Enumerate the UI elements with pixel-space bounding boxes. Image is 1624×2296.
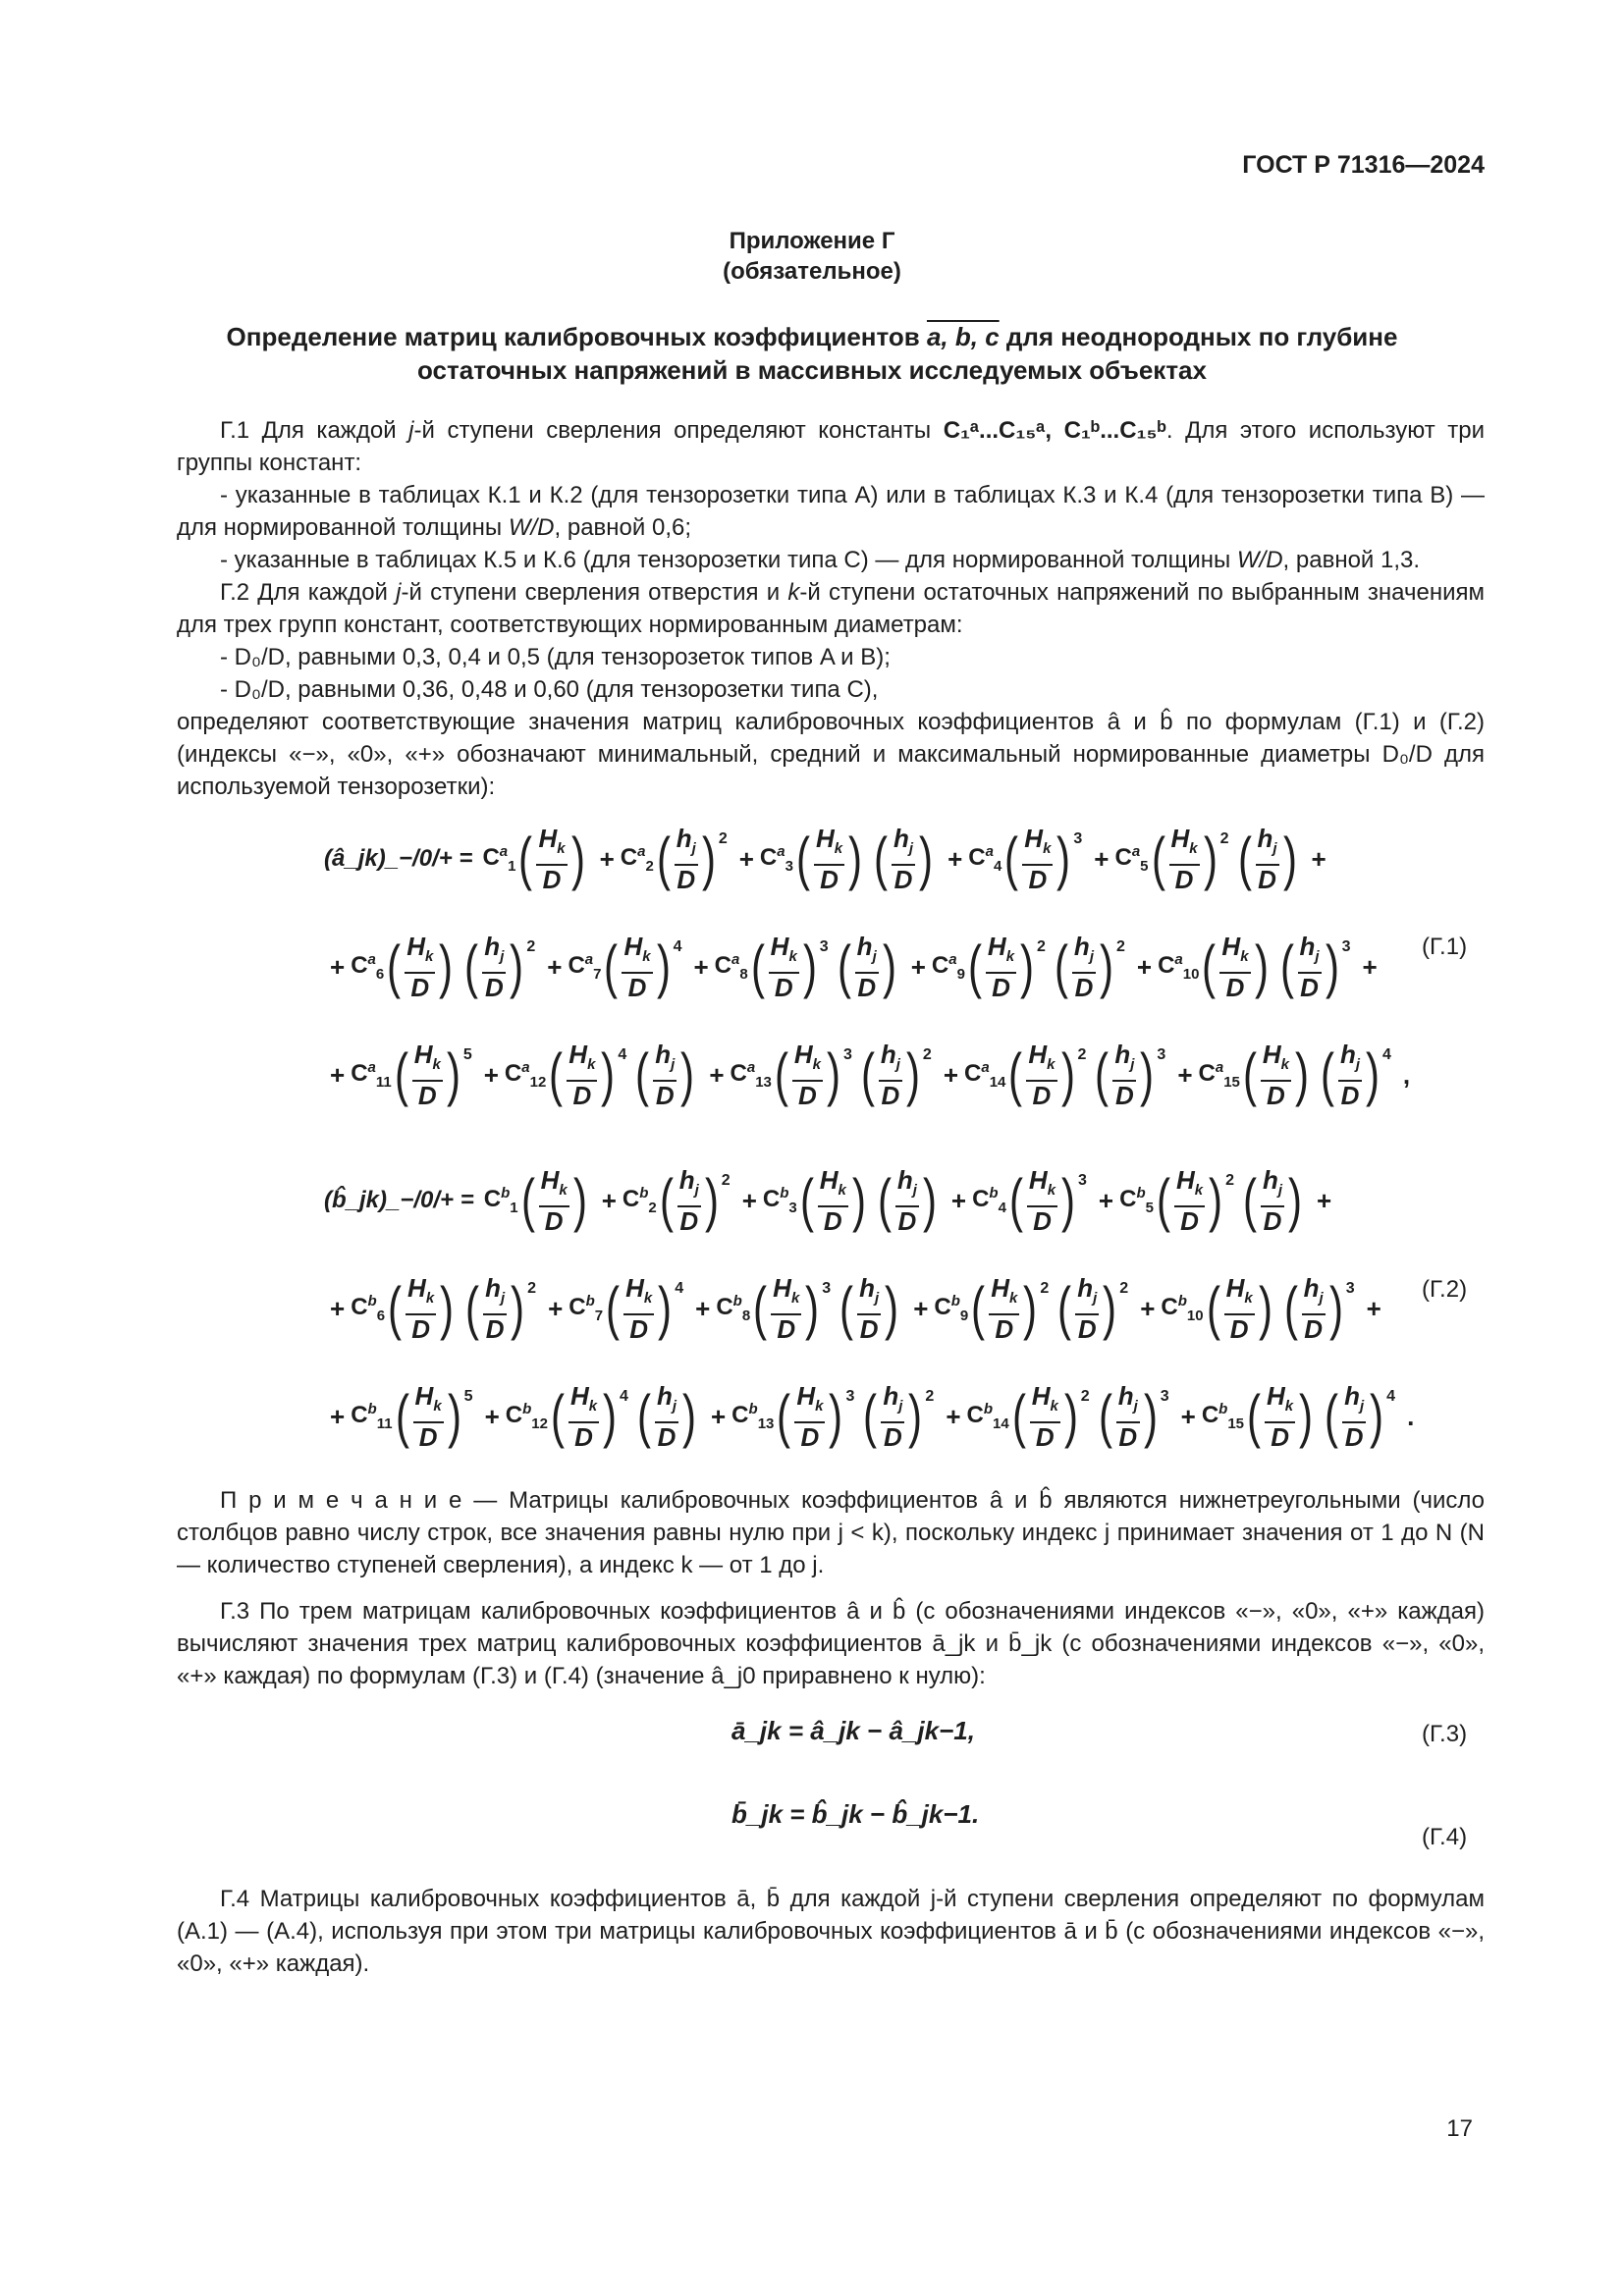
constant-c7: $C^a_7$ bbox=[568, 951, 602, 983]
g1-constants: C₁ᵃ...C₁₅ᵃ, C₁ᵇ...C₁₅ᵇ bbox=[943, 417, 1166, 444]
constant-c5: $C^b_5$ bbox=[1119, 1185, 1154, 1216]
fraction-hk: $H_k$ D bbox=[773, 1273, 800, 1344]
fraction-hk: $H_k$ D bbox=[1031, 1381, 1058, 1452]
fraction-hk: $H_k$ D bbox=[1024, 824, 1052, 894]
appendix-status: (обязательное) bbox=[723, 258, 901, 285]
heading-line2: остаточных напряжений в массивных исследуемых объектах bbox=[417, 355, 1207, 385]
formula-g3-number: (Г.3) bbox=[1422, 1721, 1468, 1747]
fraction-hj: $h_j$ D bbox=[1257, 824, 1277, 894]
fraction-hk: $H_k$ D bbox=[1175, 1165, 1204, 1236]
constant-c10: $C^a_{10}$ bbox=[1158, 951, 1200, 983]
formula-lhs: (b̂_jk)_−/0/+ = bbox=[324, 1187, 474, 1213]
constant-c7: $C^b_7$ bbox=[568, 1293, 604, 1324]
fraction-hj: $h_j$ D bbox=[678, 1165, 699, 1236]
paragraph-g3: Г.3 По трем матрицам калибровочных коэффициентов â и b̂ (с обозначениями индексов «−», «0», «+» каждая) вычисляют значения трех матриц калибровочных коэффициентов ā_jk и b̄_jk (с обозначениями индексов «−», «0», «+» каждая) по формулам (Г.3) и (Г.4) (значение â_j0 приравнено к нулю): bbox=[177, 1598, 1485, 1689]
fraction-hj: $h_j$ D bbox=[893, 824, 914, 894]
item1-text-pre: - указанные в таблицах К.1 и К.2 (для тензорозетки типа A) или в таблицах К.3 и К.4 (для тензорозетки типа B) — для нормированной толщины bbox=[177, 482, 1485, 541]
fraction-hk: $H_k$ D bbox=[1225, 1273, 1253, 1344]
fraction-hk: $H_k$ D bbox=[1028, 1040, 1056, 1110]
note-paragraph bbox=[177, 1484, 1485, 1581]
constant-c8: $C^a_8$ bbox=[714, 951, 748, 983]
fraction-hk: $H_k$ D bbox=[414, 1381, 442, 1452]
paragraph-g2-tail: определяют соответствующие значения матриц калибровочных коэффициентов â и b̂ по формулам (Г.1) и (Г.2) (индексы «−», «0», «+» обозначают минимальный, средний и максимальный нормированные диаметры D₀/D для используемой тензорозетки): bbox=[177, 709, 1485, 800]
fraction-hj: $h_j$ D bbox=[1262, 1165, 1283, 1236]
constant-c12: $C^b_{12}$ bbox=[505, 1401, 548, 1432]
constant-c11: $C^b_{11}$ bbox=[351, 1401, 393, 1432]
g2-text-pre: Г.2 Для каждой bbox=[220, 579, 397, 606]
formula-row: + $C^a_{11}$ ( $H_k$ D ) 5 + $C^a_{12}$ ( $H_k$ D ) 4 ( $h_j$ D ) + $C^a_{13}$ ( $H_k$ D ) 3 ( $h_j$ D ) 2 + $C^a_{14}$ ( $H_k$ D ) 2 ( $h_j$ D ) 3 + $C^a_{15}$ ( $H_k$ D ) ( $h_j$ D ) 4 , bbox=[330, 1040, 1411, 1110]
constant-c15: $C^b_{15}$ bbox=[1201, 1401, 1245, 1432]
constant-c14: $C^a_{14}$ bbox=[964, 1059, 1006, 1091]
g2-j: j bbox=[396, 579, 402, 606]
paragraph-g4: Г.4 Матрицы калибровочных коэффициентов ā, b̄ для каждой j-й ступени сверления определяют по формулам (А.1) — (А.4), используя при этом три матрицы калибровочных коэффициентов ā и b̄ (с обозначениями индексов «−», «0», «+» каждая). bbox=[177, 1886, 1485, 1977]
fraction-hj: $h_j$ D bbox=[1299, 932, 1320, 1002]
constant-c3: $C^b_3$ bbox=[762, 1185, 797, 1216]
constant-c11: $C^a_{11}$ bbox=[351, 1059, 392, 1091]
formula-row: + $C^b_6$ ( $H_k$ D ) ( $h_j$ D ) 2 + $C^b_7$ ( $H_k$ D ) 4 + $C^b_8$ ( $H_k$ D ) 3 ( $h_j$ D ) + $C^b_9$ ( $H_k$ D ) 2 ( $h_j$ D ) 2 + $C^b_{10}$ ( $H_k$ D ) ( $h_j$ D ) 3 + bbox=[330, 1273, 1381, 1344]
fraction-hj: $h_j$ D bbox=[1117, 1381, 1138, 1452]
section-note-g3 bbox=[177, 1484, 1485, 1692]
fraction-hj: $h_j$ D bbox=[883, 1381, 903, 1452]
section-g1-g2 bbox=[177, 414, 1485, 803]
fraction-hk: $H_k$ D bbox=[991, 1273, 1018, 1344]
g1-j: j bbox=[408, 417, 414, 444]
formula-row: (b̂_jk)_−/0/+ = $C^b_1$ ( $H_k$ D ) + $C^b_2$ ( $h_j$ D ) 2 + $C^b_3$ ( $H_k$ D ) ( $h_j$ D ) + $C^b_4$ ( $H_k$ D ) 3 + $C^b_5$ ( $H_k$ D ) 2 ( $h_j$ D ) + bbox=[324, 1165, 1332, 1236]
fraction-hj: $h_j$ D bbox=[1344, 1381, 1365, 1452]
constant-c9: $C^a_9$ bbox=[931, 951, 965, 983]
constant-c9: $C^b_9$ bbox=[934, 1293, 969, 1324]
formula-row: + $C^a_6$ ( $H_k$ D ) ( $h_j$ D ) 2 + $C^a_7$ ( $H_k$ D ) 4 + $C^a_8$ ( $H_k$ D ) 3 ( $h_j$ D ) + $C^a_9$ ( $H_k$ D ) 2 ( $h_j$ D ) 2 + $C^a_{10}$ ( $H_k$ D ) ( $h_j$ D ) 3 + bbox=[330, 932, 1378, 1002]
note-text: — Матрицы калибровочных коэффициентов â и b̂ являются нижнетреугольными (число столбцов равно числу строк, все значения равны нулю при j < k), поскольку индекс j принимает значения от 1 до N (N — количество ступеней сверления), а индекс k — от 1 до j. bbox=[177, 1487, 1485, 1578]
fraction-hk: $H_k$ D bbox=[987, 932, 1015, 1002]
constant-c13: $C^a_{13}$ bbox=[730, 1059, 772, 1091]
constant-c5: $C^a_5$ bbox=[1114, 843, 1149, 875]
list-item-1 bbox=[177, 479, 1485, 544]
formula-g2-number: (Г.2) bbox=[1422, 1276, 1468, 1303]
fraction-hk: $H_k$ D bbox=[1262, 1040, 1289, 1110]
fraction-hk: $H_k$ D bbox=[819, 1165, 846, 1236]
constant-c2: $C^b_2$ bbox=[622, 1185, 657, 1216]
fraction-hk: $H_k$ D bbox=[407, 1273, 435, 1344]
constant-c12: $C^a_{12}$ bbox=[504, 1059, 547, 1091]
fraction-hj: $h_j$ D bbox=[859, 1273, 880, 1344]
fraction-hj: $h_j$ D bbox=[656, 1381, 677, 1452]
fraction-hj: $h_j$ D bbox=[655, 1040, 676, 1110]
formula-g4-number: (Г.4) bbox=[1422, 1824, 1468, 1850]
formula-g1-number: (Г.1) bbox=[1422, 934, 1468, 960]
appendix-title: Приложение Г bbox=[729, 228, 895, 254]
fraction-hj: $h_j$ D bbox=[676, 824, 696, 894]
item1-wd: W/D bbox=[508, 514, 555, 541]
fraction-hk: $H_k$ D bbox=[569, 1381, 598, 1452]
fraction-hk: $H_k$ D bbox=[623, 932, 651, 1002]
page-number: 17 bbox=[1446, 2115, 1473, 2142]
constant-c13: $C^b_{13}$ bbox=[731, 1401, 775, 1432]
appendix-heading bbox=[0, 320, 1624, 387]
constant-c1: $C^a_1$ bbox=[482, 843, 516, 875]
fraction-hj: $h_j$ D bbox=[1073, 932, 1094, 1002]
fraction-hj: $h_j$ D bbox=[896, 1165, 917, 1236]
fraction-hj: $h_j$ D bbox=[1114, 1040, 1135, 1110]
fraction-hk: $H_k$ D bbox=[796, 1381, 824, 1452]
paragraph-g1 bbox=[177, 414, 1485, 479]
g2-k: k bbox=[787, 579, 800, 606]
g1-text-mid: -й ступени сверления определяют константы bbox=[413, 417, 944, 444]
item2-text-pre: - указанные в таблицах К.5 и К.6 (для тензорозетки типа C) — для нормированной толщины bbox=[220, 547, 1237, 573]
fraction-hk: $H_k$ D bbox=[406, 932, 434, 1002]
fraction-hk: $H_k$ D bbox=[568, 1040, 596, 1110]
g1-text-pre: Г.1 Для каждой bbox=[220, 417, 409, 444]
fraction-hk: $H_k$ D bbox=[770, 932, 797, 1002]
heading-part2: для неоднородных по глубине bbox=[999, 322, 1398, 351]
fraction-hk: $H_k$ D bbox=[793, 1040, 821, 1110]
fraction-hj: $h_j$ D bbox=[856, 932, 877, 1002]
paragraph-g2 bbox=[177, 576, 1485, 641]
fraction-hj: $h_j$ D bbox=[880, 1040, 900, 1110]
heading-symbols: a, b, c bbox=[926, 322, 1000, 351]
item2-wd: W/D bbox=[1236, 547, 1283, 573]
section-g4 bbox=[177, 1883, 1485, 1980]
formula-g3: ā_jk = â_jk − â_jk−1, bbox=[731, 1716, 975, 1745]
fraction-hk: $H_k$ D bbox=[538, 824, 566, 894]
fraction-hk: $H_k$ D bbox=[625, 1273, 653, 1344]
constant-c8: $C^b_8$ bbox=[716, 1293, 751, 1324]
heading-part1: Определение матриц калибровочных коэффициентов bbox=[226, 322, 927, 351]
constant-c6: $C^a_6$ bbox=[351, 951, 385, 983]
fraction-hk: $H_k$ D bbox=[1221, 932, 1249, 1002]
g2-text-mid: -й ступени сверления отверстия и bbox=[401, 579, 788, 606]
constant-c15: $C^a_{15}$ bbox=[1198, 1059, 1240, 1091]
constant-c6: $C^b_6$ bbox=[351, 1293, 386, 1324]
fraction-hj: $h_j$ D bbox=[485, 1273, 506, 1344]
formula-row: + $C^b_{11}$ ( $H_k$ D ) 5 + $C^b_{12}$ ( $H_k$ D ) 4 ( $h_j$ D ) + $C^b_{13}$ ( $H_k$ D ) 3 ( $h_j$ D ) 2 + $C^b_{14}$ ( $H_k$ D ) 2 ( $h_j$ D ) 3 + $C^b_{15}$ ( $H_k$ D ) ( $h_j$ D ) 4 . bbox=[330, 1381, 1415, 1452]
formula-g4: b̄_jk = b̂_jk − b̂_jk−1. bbox=[731, 1799, 980, 1829]
note-label: П р и м е ч а н и е bbox=[220, 1487, 462, 1514]
fraction-hj: $h_j$ D bbox=[484, 932, 505, 1002]
constant-c14: $C^b_{14}$ bbox=[966, 1401, 1009, 1432]
document-header: ГОСТ Р 71316—2024 bbox=[1242, 151, 1485, 179]
fraction-hk: $H_k$ D bbox=[1267, 1381, 1294, 1452]
g1-text-post: . Для этого используют три группы констант: bbox=[177, 417, 1486, 476]
fraction-hk: $H_k$ D bbox=[1170, 824, 1198, 894]
fraction-hk: $H_k$ D bbox=[815, 824, 843, 894]
list-item-2 bbox=[177, 544, 1485, 576]
g2-text-post: -й ступени остаточных напряжений по выбранным значениям для трех групп констант, соответствующих нормированным диаметрам: bbox=[177, 579, 1486, 638]
formula-row: (â_jk)_−/0/+ = $C^a_1$ ( $H_k$ D ) + $C^a_2$ ( $h_j$ D ) 2 + $C^a_3$ ( $H_k$ D ) ( $h_j$ D ) + $C^a_4$ ( $H_k$ D ) 3 + $C^a_5$ ( $H_k$ D ) 2 ( $h_j$ D ) + bbox=[324, 824, 1326, 894]
fraction-hj: $h_j$ D bbox=[1077, 1273, 1098, 1344]
item1-text-post: , равной 0,6; bbox=[554, 514, 692, 541]
constant-c10: $C^b_{10}$ bbox=[1161, 1293, 1204, 1324]
fraction-hk: $H_k$ D bbox=[413, 1040, 441, 1110]
constant-c3: $C^a_3$ bbox=[759, 843, 793, 875]
constant-c1: $C^b_1$ bbox=[483, 1185, 518, 1216]
constant-c2: $C^a_2$ bbox=[620, 843, 654, 875]
item2-text-post: , равной 1,3. bbox=[1282, 547, 1421, 573]
fraction-hk: $H_k$ D bbox=[1028, 1165, 1056, 1236]
formula-lhs: (â_jk)_−/0/+ = bbox=[324, 845, 473, 872]
diameter-item-1: - D₀/D, равными 0,3, 0,4 и 0,5 (для тензорозеток типов A и B); bbox=[220, 644, 891, 670]
constant-c4: $C^b_4$ bbox=[972, 1185, 1006, 1216]
fraction-hj: $h_j$ D bbox=[1303, 1273, 1324, 1344]
diameter-item-2: - D₀/D, равными 0,36, 0,48 и 0,60 (для тензорозетки типа C), bbox=[220, 676, 879, 703]
fraction-hj: $h_j$ D bbox=[1339, 1040, 1361, 1110]
fraction-hk: $H_k$ D bbox=[540, 1165, 568, 1236]
constant-c4: $C^a_4$ bbox=[968, 843, 1002, 875]
